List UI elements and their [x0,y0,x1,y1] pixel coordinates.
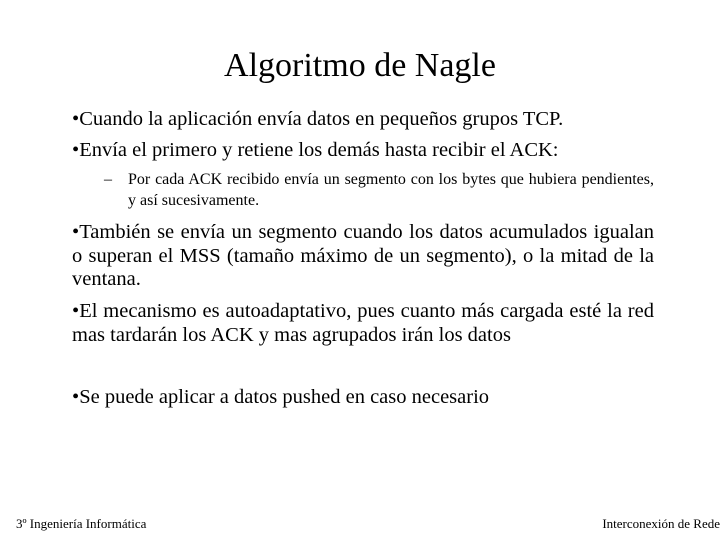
bullet-marker: • [72,108,80,130]
bullet-marker: • [72,139,80,161]
bullet-text: Se puede aplicar a datos pushed en caso necesario [79,386,490,408]
footer-course: 3º Ingeniería Informática [16,516,147,531]
sub-bullet-text: Por cada ACK recibido envía un segmento con los bytes que hubiera pendientes, y así sucesivamente. [128,171,654,209]
slide-title: Algoritmo de Nagle [224,47,496,84]
bullet-marker: • [72,221,80,243]
bullet-marker: • [72,300,80,322]
sub-bullet-item [104,169,654,211]
bullet-item [72,386,654,410]
bullet-marker: • [72,386,80,408]
sub-bullet-marker: – [104,171,112,188]
bullet-item [72,300,654,347]
bullet-text: Envía el primero y retiene los demás hasta recibir el ACK: [79,139,559,161]
footer-subject: Interconexión de Rede [602,516,720,531]
bullet-item [72,108,654,132]
bullet-text: Cuando la aplicación envía datos en pequeños grupos TCP. [79,108,564,130]
bullet-item [72,139,654,163]
bullet-item [72,221,654,292]
bullet-text: También se envía un segmento cuando los datos acumulados igualan o superan el MSS (tamaño máximo de un segmento), o la mitad de la ventana. [72,221,654,290]
bullet-text: El mecanismo es autoadaptativo, pues cuanto más cargada esté la red mas tardarán los ACK y mas agrupados irán los datos [72,300,654,346]
